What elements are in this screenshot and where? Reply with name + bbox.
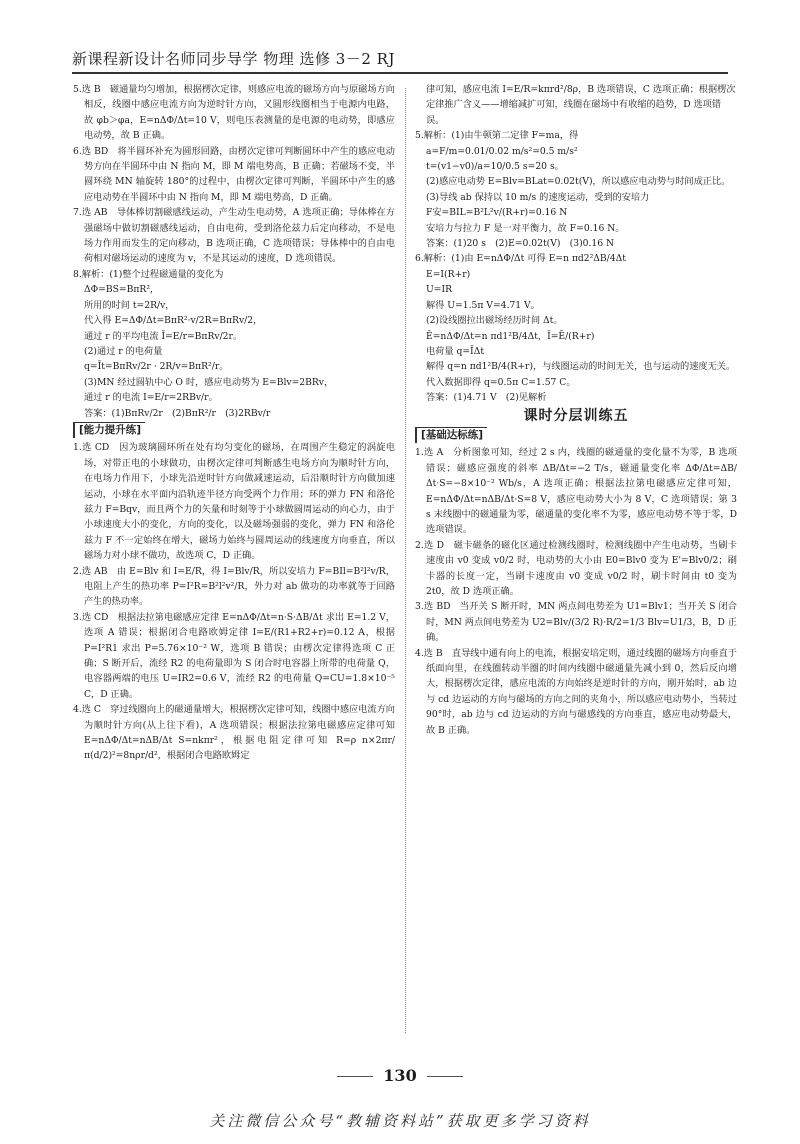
solution-line: (3)MN 经过圆轨中心 O 时，感应电动势为 E=Blv=2BRv， xyxy=(84,376,334,388)
basic-item-1: 1.选 A 分析图象可知，经过 2 s 内，线圈的磁通量的变化量不为零，B 选项错误；磁感应强度的斜率 ΔB/Δt=−2 T/s，磁通量变化率 ΔΦ/Δt=ΔB/Δt·S=−8×10⁻² Wb/s，A 选项正确；根据法拉第电磁感应定律可知，E=nΔΦ/Δt=nΔB/Δt·S=8 V，感应电动势大小为 8 V，C 选项错误；第 3 s 末线圈中的磁通量为零，磁通量的变化率不为零，感应电动势不等于零，D 选项错误。 xyxy=(415,447,737,536)
answer-line: 答案：(1)4.71 V (2)见解析 xyxy=(426,392,547,404)
column-divider xyxy=(405,88,406,1033)
answer-item-6: 6.选 BD 将半圆环补充为圆形回路，由楞次定律可判断圆环中产生的感应电动势方向在半圆环中由 N 指向 M，即 M 端电势高，B 正确；若磁场不变，半圆环绕 MN 轴旋转 180°的过程中，由楞次定律可判断，半圆环中产生的感应电动势在半圆环中由 N 指向 M，即 M 端电势高，D 正确。 xyxy=(73,145,395,203)
section-heading-ability: [能力提升练] xyxy=(73,422,395,438)
right-column xyxy=(415,82,737,738)
page-number-text: 130 xyxy=(383,1066,417,1085)
solution-line: 解得 q=n πd1²B/4(R+r)，与线圈运动的时间无关，也与运动的速度无关。 xyxy=(426,361,736,373)
solution-line: E=I(R+r) xyxy=(426,268,471,280)
lesson-title: 课时分层训练五 xyxy=(523,407,629,424)
solution-line: ΔΦ=BS=BπR²， xyxy=(84,284,160,296)
solution-line: 电荷量 q=ĪΔt xyxy=(426,345,485,357)
left-column xyxy=(73,82,395,764)
solution-line: (2)感应电动势 E=Blv=BLat=0.02t(V)，所以感应电动势与时间成正比。 xyxy=(426,176,731,188)
solution-line: q=Īt=BπRv/2r · 2R/v=BπR²/r。 xyxy=(84,361,229,373)
solution-line: 代入得 E=ΔΦ/Δt=BπR²·v/2R=BπRv/2， xyxy=(84,315,263,327)
solution-line: a=F/m=0.01/0.02 m/s²=0.5 m/s² xyxy=(426,145,578,157)
answer-item-7: 7.选 AB 导体棒切割磁感线运动，产生动生电动势，A 选项正确；导体棒在方强磁场中做切割磁感线运动，自由电荷，受到洛伦兹力后定向移动，不是电场力作用而发生的定向移动，B 选项正确，C 选项错误；导体棒中的自由电荷相对磁场运动的速度为 v，不是其运动的速度，D 选项错误。 xyxy=(73,207,395,265)
page-number-dash-right xyxy=(427,1076,463,1077)
solution-line: 解得 U=1.5π V=4.71 V。 xyxy=(426,299,540,311)
page-number-dash-left xyxy=(337,1076,373,1077)
solution-line: 所用的时间 t=2R/v， xyxy=(84,299,175,311)
solution-line: F安=BIL=B²L²v/(R+r)=0.16 N xyxy=(426,207,568,219)
solution-line: t=(v1−v0)/a=10/0.5 s=20 s。 xyxy=(426,161,564,173)
basic-item-2: 2.选 D 磁卡磁条的磁化区通过检测线圈时，检测线圈中产生电动势，当刷卡速度由 v0 变成 v0/2 时，电动势的大小由 E0=Blv0 变为 E'=Blv0/2；刷卡器的长度一定，当刷卡速度由 v0 变成 v0/2 时，刷卡时间由 t0 变为 2t0，故 D 选项正确。 xyxy=(415,539,737,597)
answer-line: 答案：(1)20 s (2)E=0.02t(V) (3)0.16 N xyxy=(426,238,615,250)
running-header: 新课程新设计名师同步导学 物理 选修 3－2 RJ xyxy=(72,50,395,68)
solution-line: Ē=nΔΦ/Δt=n πd1²B/4Δt，Ī=Ē/(R+r) xyxy=(426,330,595,342)
solution-line: 通过 r 的平均电流 Ī=E/r=BπRv/2r。 xyxy=(84,330,243,342)
answer-line: 答案：(1)BπRv/2r (2)BπR²/r (3)2RBv/r xyxy=(84,407,271,419)
ability-item-4: 4.选 C 穿过线圈向上的磁通量增大，根据楞次定律可知，线圈中感应电流方向为顺时针方向(从上往下看)，A 选项错误；根据法拉第电磁感应定律可知 E=nΔΦ/Δt=nΔB/Δt S=nkπr²，根据电阻定律可知 R=ρ n×2πr/π(d/2)²=8nρr/d²，根据闭合电路欧姆定 xyxy=(73,704,395,762)
basic-item-3: 3.选 BD 当开关 S 断开时，MN 两点间电势差为 U1=Blv1；当开关 S 闭合时，MN 两点间电势差为 U2=Blv/(3/2 R)·R/2=1/3 Blv=U1/3，B，D 正确。 xyxy=(415,601,737,644)
section-heading-basic: [基础达标练] xyxy=(415,427,737,443)
solution-line: U=IR xyxy=(426,284,452,296)
promo-footer: 关注微信公众号“教辅资料站”获取更多学习资料 xyxy=(209,1112,591,1130)
ability-item-3: 3.选 CD 根据法拉第电磁感应定律 E=nΔΦ/Δt=n·S·ΔB/Δt 求出 E=1.2 V，选项 A 错误；根据闭合电路欧姆定律 I=E/(R1+R2+r)=0.12 A，根据 P=I²R1 求出 P=5.76×10⁻² W，选项 B 错误；由楞次定律得选项 C 正确；S 断开后，流经 R2 的电荷量即为 S 闭合时电容器上所带的电荷量 Q，电容器两端的电压 U=IR2=0.6 V，流经 R2 的电荷量 Q=CU=1.8×10⁻⁵ C，D 正确。 xyxy=(73,611,395,700)
solution-line: (2)通过 r 的电荷量 xyxy=(84,345,163,357)
header-rule xyxy=(72,72,728,74)
answer-item-6: 6.解析：(1)由 E=nΔΦ/Δt 可得 E=n πd2²ΔB/4Δt xyxy=(415,253,626,265)
ability-item-1: 1.选 CD 因为玻璃圆环所在处有均匀变化的磁场，在周围产生稳定的涡旋电场，对带正电的小球做功，由楞次定律可判断感生电场方向为顺时针方向，在电场力作用下，小球先沿逆时针方向做减速运动，后沿顺时针方向做加速运动，小球在水平面内沿轨迹半径方向受两个力作用；环的弹力 FN 和洛伦兹力 F=Bqv，而且两个力的矢量和时刻等于小球做圆周运动的向心力，由于小球速度大小的变化，方向的变化，以及磁场强弱的变化，弹力 FN 和洛伦兹力 F 不一定始终在增大，磁场力始终与圆周运动的线速度方向垂直，所以磁场力对小球不做功，故选项 C，D 正确。 xyxy=(73,442,395,562)
answer-item-5: 5.解析：(1)由牛顿第二定律 F=ma，得 xyxy=(415,130,579,142)
solution-line: 通过 r 的电流 I=E/r=2RBv/r。 xyxy=(84,392,218,404)
answer-item-5: 5.选 B 磁通量均匀增加，根据楞次定律，则感应电流的磁场方向与原磁场方向相反，线圈中感应电流方向为逆时针方向，又圆形线圈相当于电源内电路，故 φb＞φa，E=nΔΦ/Δt=10 V，则电压表测量的是电源的电动势，即感应电动势，故 B 正确。 xyxy=(73,84,395,142)
ability-item-2: 2.选 AB 由 E=Blv 和 I=E/R，得 I=Blv/R，所以安培力 F=BIl=B²l²v/R，电阻上产生的热功率 P=I²R=B²l²v²/R，外力对 ab 做功的功率就等于回路产生的热功率。 xyxy=(73,565,395,608)
solution-line: 代入数据即得 q=0.5π C=1.57 C。 xyxy=(426,376,576,388)
solution-line: 安培力与拉力 F 是一对平衡力，故 F=0.16 N。 xyxy=(426,222,625,234)
answer-item-8: 8.解析：(1)整个过程磁通量的变化为 xyxy=(73,268,224,280)
solution-line: (2)设线圈拉出磁场经历时间 Δt。 xyxy=(426,315,563,327)
basic-item-4: 4.选 B 直导线中通有向上的电流，根据安培定则，通过线圈的磁场方向垂直于纸面向里，在线圈转动半圈的时间内线圈中磁通量先减小到 0，然后反向增大，根据楞次定律，感应电流的方向始终是逆时针的方向，刚开始时，ab 边与 cd 边运动的方向与磁场的方向之间的夹角小，所以感应电动势小，当转过 90°时，ab 边与 cd 边运动的方向与磁感线的方向垂直，感应电动势最大，故 B 正确。 xyxy=(415,647,737,736)
solution-line: (3)导线 ab 保持以 10 m/s 的速度运动，受到的安培力 xyxy=(426,191,650,203)
page-number xyxy=(0,1066,800,1085)
continued-text: 律可知，感应电流 I=E/R=kπrd²/8ρ，B 选项错误，C 选项正确；根据楞次定律推广含义——增缩减扩可知，线圈在磁场中有收缩的趋势，D 选项错误。 xyxy=(426,84,736,126)
